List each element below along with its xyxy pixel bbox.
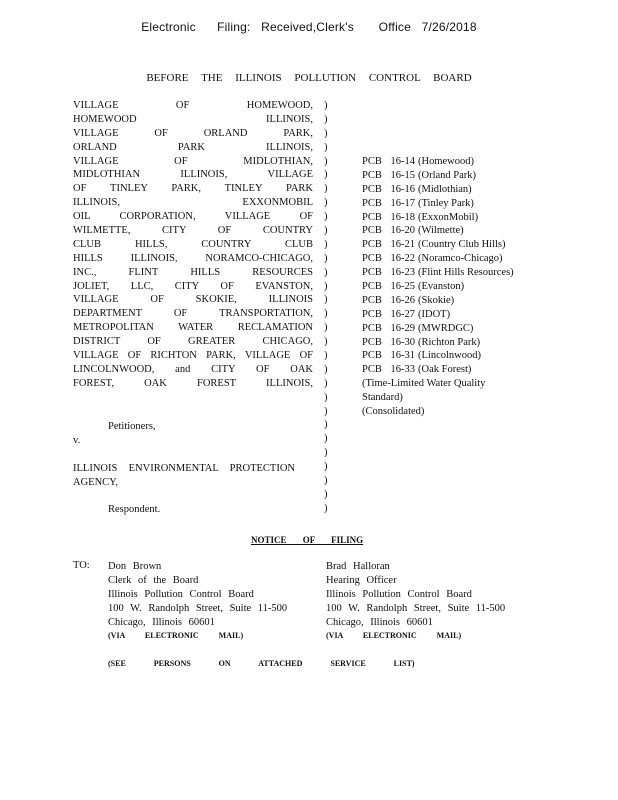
petitioner-line: METROPOLITAN WATER RECLAMATION	[73, 322, 313, 334]
case-entry	[362, 211, 522, 225]
respondent-line: ILLINOIS ENVIRONMENTAL PROTECTION	[73, 463, 295, 474]
notice-title: NOTICE OF FILING	[251, 535, 364, 545]
caption-paren: )	[324, 350, 328, 362]
case-party: (Evanston)	[418, 281, 465, 293]
address-line: Illinois Pollution Control Board	[326, 588, 472, 600]
case-entry	[362, 308, 522, 322]
address-line: Hearing Officer	[326, 574, 397, 586]
petitioner-line: HOMEWOOD ILLINOIS,	[73, 113, 313, 125]
petitioner-line: ORLAND PARK ILLINOIS,	[73, 141, 313, 153]
caption-paren: )	[324, 433, 328, 445]
caption-paren: )	[324, 113, 328, 125]
case-party: (MWRDGC)	[418, 322, 474, 334]
address-line: 100 W. Randolph Street, Suite 11-500	[108, 602, 288, 614]
case-party: (Midlothian)	[418, 183, 472, 195]
case-note: (Time-Limited Water Quality	[362, 378, 486, 390]
case-number: PCB 16-18	[362, 211, 415, 223]
caption-paren: )	[324, 127, 328, 139]
case-number: PCB 16-30	[362, 336, 415, 348]
caption-paren: )	[324, 308, 328, 320]
case-entry	[362, 238, 522, 252]
caption-paren: )	[324, 211, 328, 223]
filing-stamp: Electronic Filing: Received,Clerk's Office 7/26/2018	[141, 20, 477, 34]
caption-paren: )	[324, 155, 328, 167]
petitioners-label: Petitioners,	[108, 421, 156, 432]
caption-paren: )	[324, 336, 328, 348]
caption-paren: )	[324, 252, 328, 264]
case-party: (Flint Hills Resources)	[418, 267, 514, 279]
to-label: TO:	[73, 560, 90, 571]
case-numbers	[362, 155, 522, 419]
case-party: (IDOT)	[418, 308, 451, 320]
address-line: Don Brown	[108, 561, 162, 572]
case-entry	[362, 294, 522, 308]
case-entry	[362, 252, 522, 266]
case-entry	[362, 224, 522, 238]
case-entry	[362, 363, 522, 377]
caption-paren: )	[324, 183, 328, 195]
case-number: PCB 16-15	[362, 169, 415, 181]
petitioner-caption	[73, 99, 313, 391]
caption-paren: )	[324, 169, 328, 181]
petitioner-line: LINCOLNWOOD, and CITY OF OAK	[73, 363, 313, 375]
caption-paren: )	[324, 238, 328, 250]
petitioner-line: DEPARTMENT OF TRANSPORTATION,	[73, 308, 313, 320]
case-party: (Oak Forest)	[418, 364, 472, 376]
case-entry	[362, 197, 522, 211]
case-party: (Noramco-Chicago)	[418, 253, 503, 265]
case-party: (Richton Park)	[418, 336, 481, 348]
case-number: PCB 16-23	[362, 267, 415, 279]
caption-paren: )	[324, 363, 328, 375]
petitioner-line: JOLIET, LLC, CITY OF EVANSTON,	[73, 280, 313, 292]
case-entry	[362, 169, 522, 183]
caption-paren: )	[324, 488, 328, 500]
case-number: PCB 16-26	[362, 294, 415, 306]
case-number: PCB 16-16	[362, 183, 415, 195]
caption-paren: )	[324, 225, 328, 237]
case-entry	[362, 322, 522, 336]
case-party: (Wilmette)	[418, 225, 464, 237]
case-note: (Consolidated)	[362, 406, 425, 418]
case-number: PCB 16-31	[362, 350, 415, 362]
caption-paren: )	[324, 475, 328, 487]
address-line: Brad Halloran	[326, 561, 390, 572]
petitioner-line: VILLAGE OF SKOKIE, ILLINOIS	[73, 294, 313, 306]
case-note: Standard)	[362, 392, 403, 404]
case-number: PCB 16-17	[362, 197, 415, 209]
caption-paren: )	[324, 502, 328, 514]
address-line: 100 W. Randolph Street, Suite 11-500	[326, 602, 506, 614]
case-entry	[362, 336, 522, 350]
caption-paren: )	[324, 266, 328, 278]
case-party: (Orland Park)	[418, 169, 477, 181]
caption-paren: )	[324, 419, 328, 431]
caption-paren: )	[324, 391, 328, 403]
case-party: (ExxonMobil)	[418, 211, 479, 223]
caption-paren: )	[324, 100, 328, 111]
case-number: PCB 16-20	[362, 225, 415, 237]
case-number: PCB 16-22	[362, 253, 415, 265]
case-number: PCB 16-14	[362, 156, 415, 167]
address-line: Chicago, Illinois 60601	[326, 616, 433, 628]
petitioner-line: VILLAGE OF MIDLOTHIAN,	[73, 155, 313, 167]
petitioner-line: ILLINOIS, EXXONMOBIL	[73, 197, 313, 209]
case-entry	[362, 155, 522, 169]
case-party: (Lincolnwood)	[418, 350, 481, 362]
case-entry	[362, 183, 522, 197]
caption-paren: )	[324, 405, 328, 417]
case-number: PCB 16-33	[362, 364, 415, 376]
delivery-method: (VIA ELECTRONIC MAIL)	[108, 631, 244, 641]
recipient-hearing-officer	[326, 560, 505, 643]
recipient-clerk	[108, 560, 287, 643]
petitioner-line: FOREST, OAK FOREST ILLINOIS,	[73, 377, 313, 389]
case-entry	[362, 266, 522, 280]
case-party: (Tinley Park)	[418, 197, 474, 209]
case-party: (Country Club Hills)	[418, 239, 506, 251]
board-title: BEFORE THE ILLINOIS POLLUTION CONTROL BOARD	[146, 72, 472, 84]
petitioner-line: MIDLOTHIAN ILLINOIS, VILLAGE	[73, 169, 313, 181]
petitioner-line: WILMETTE, CITY OF COUNTRY	[73, 225, 313, 237]
case-number: PCB 16-27	[362, 308, 415, 320]
versus-label: v.	[73, 435, 81, 446]
petitioner-line: HILLS ILLINOIS, NORAMCO-CHICAGO,	[73, 252, 313, 264]
petitioner-line: DISTRICT OF GREATER CHICAGO,	[73, 336, 313, 348]
caption-paren: )	[324, 197, 328, 209]
petitioner-line: OIL CORPORATION, VILLAGE OF	[73, 211, 313, 223]
caption-paren: )	[324, 322, 328, 334]
address-line: Illinois Pollution Control Board	[108, 588, 254, 600]
petitioner-line: VILLAGE OF ORLAND PARK,	[73, 127, 313, 139]
case-party: (Skokie)	[418, 294, 455, 306]
petitioner-line: INC., FLINT HILLS RESOURCES	[73, 266, 313, 278]
address-line: Chicago, Illinois 60601	[108, 616, 215, 628]
caption-paren-column	[324, 99, 328, 516]
caption-paren: )	[324, 377, 328, 389]
case-entry	[362, 349, 522, 363]
petitioner-line: OF TINLEY PARK, TINLEY PARK	[73, 183, 313, 195]
delivery-method: (VIA ELECTRONIC MAIL)	[326, 631, 462, 641]
case-number: PCB 16-29	[362, 322, 415, 334]
caption-paren: )	[324, 280, 328, 292]
caption-paren: )	[324, 294, 328, 306]
case-number: PCB 16-25	[362, 281, 415, 293]
petitioner-line: CLUB HILLS, COUNTRY CLUB	[73, 238, 313, 250]
case-entry	[362, 280, 522, 294]
respondent-line: AGENCY,	[73, 476, 119, 488]
caption-paren: )	[324, 447, 328, 459]
petitioner-line: VILLAGE OF HOMEWOOD,	[73, 100, 313, 111]
case-number: PCB 16-21	[362, 239, 415, 251]
caption-paren: )	[324, 141, 328, 153]
service-list-note: (SEE PERSONS ON ATTACHED SERVICE LIST)	[108, 659, 415, 668]
case-party: (Homewood)	[418, 156, 474, 167]
caption-paren: )	[324, 461, 328, 473]
respondent-caption	[73, 462, 295, 490]
petitioner-line: VILLAGE OF RICHTON PARK, VILLAGE OF	[73, 350, 313, 362]
respondent-label: Respondent.	[108, 504, 161, 515]
address-line: Clerk of the Board	[108, 574, 199, 586]
